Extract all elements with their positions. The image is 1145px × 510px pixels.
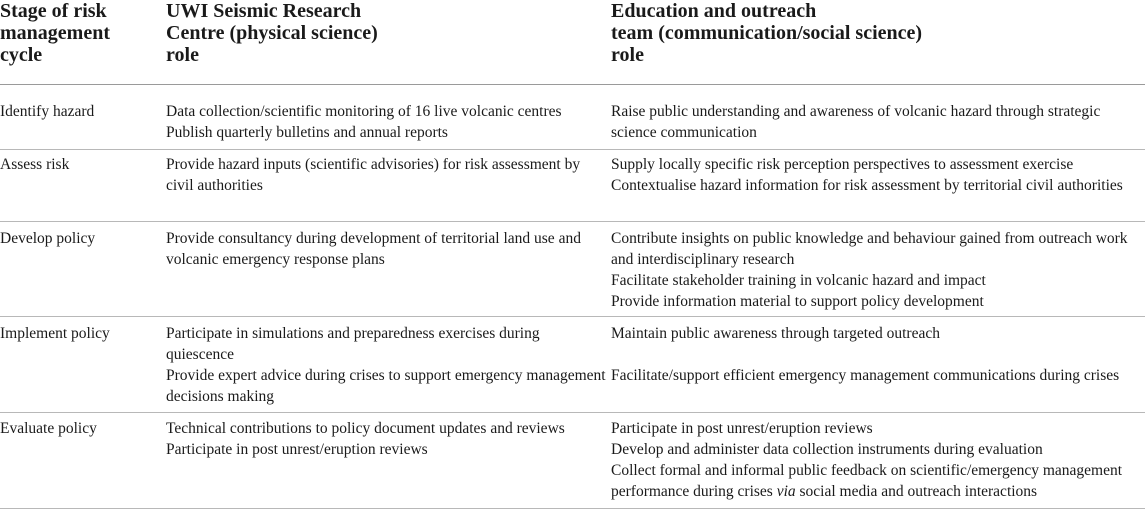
spacer	[611, 344, 1145, 365]
header-science-line: Centre (physical science)	[166, 22, 378, 44]
outreach-item: Raise public understanding and awareness of volcanic hazard through strategic science communication	[611, 103, 1101, 141]
outreach-item: Facilitate stakeholder training in volcanic hazard and impact	[611, 272, 986, 289]
table-header	[0, 0, 1145, 84]
outreach-item: Contextualise hazard information for risk assessment by territorial civil authorities	[611, 177, 1123, 194]
outreach-cell	[611, 154, 1145, 196]
bottom-rule	[0, 508, 1145, 509]
science-cell	[166, 323, 606, 407]
header-outreach-role	[611, 0, 1145, 66]
outreach-item: Develop and administer data collection instruments during evaluation	[611, 441, 1043, 458]
science-cell	[166, 154, 606, 196]
table-row-evaluate-policy	[0, 418, 1145, 508]
stage-cell: Assess risk	[0, 156, 70, 173]
header-stage-line: management	[0, 22, 110, 44]
outreach-item: Facilitate/support efficient emergency management communications during crises	[611, 367, 1120, 384]
outreach-cell	[611, 323, 1145, 386]
row-divider	[0, 412, 1145, 413]
outreach-item: Maintain public awareness through targeted outreach	[611, 325, 940, 342]
table-row-identify-hazard	[0, 101, 1145, 149]
science-item: Provide expert advice during crises to support emergency management decisions making	[166, 367, 606, 405]
outreach-cell	[611, 101, 1145, 143]
science-cell	[166, 101, 606, 143]
header-science-role	[166, 0, 606, 66]
science-item: Data collection/scientific monitoring of 16 live volcanic centres	[166, 103, 562, 120]
stage-cell: Develop policy	[0, 230, 96, 247]
science-item: Participate in post unrest/eruption reviews	[166, 441, 428, 458]
header-rule	[0, 84, 1145, 85]
table-row-assess-risk	[0, 154, 1145, 220]
row-divider	[0, 316, 1145, 317]
outreach-item-feedback	[611, 460, 1145, 502]
table-row-develop-policy	[0, 228, 1145, 314]
header-science-line: UWI Seismic Research	[166, 0, 362, 22]
header-outreach-line: role	[611, 44, 644, 66]
science-item: Provide consultancy during development of territorial land use and volcanic emergency response plans	[166, 230, 581, 268]
outreach-item: Provide information material to support policy development	[611, 293, 984, 310]
stage-cell: Identify hazard	[0, 103, 95, 120]
science-cell	[166, 228, 606, 270]
science-item: Participate in simulations and preparedness exercises during quiescence	[166, 325, 540, 363]
stage-cell: Evaluate policy	[0, 420, 97, 437]
outreach-item: Contribute insights on public knowledge and behaviour gained from outreach work and interdisciplinary research	[611, 230, 1128, 268]
feedback-italic: via	[776, 483, 796, 500]
stage-cell: Implement policy	[0, 325, 110, 342]
science-item: Technical contributions to policy document updates and reviews	[166, 420, 565, 437]
header-stage	[0, 0, 160, 66]
table-row-implement-policy	[0, 323, 1145, 413]
feedback-text: Collect formal and informal public feedback on scientific/emergency management performance during crises	[611, 462, 1123, 500]
header-outreach-line: team (communication/social science)	[611, 22, 923, 44]
outreach-item: Participate in post unrest/eruption reviews	[611, 420, 873, 437]
header-outreach-line: Education and outreach	[611, 0, 817, 22]
outreach-cell	[611, 228, 1145, 312]
science-cell	[166, 418, 606, 460]
outreach-cell	[611, 418, 1145, 502]
row-divider	[0, 149, 1145, 150]
science-item: Publish quarterly bulletins and annual reports	[166, 124, 448, 141]
feedback-text-end: social media and outreach interactions	[799, 483, 1038, 500]
header-science-line: role	[166, 44, 199, 66]
header-stage-line: Stage of risk	[0, 0, 107, 22]
row-divider	[0, 221, 1145, 222]
science-item: Provide hazard inputs (scientific advisories) for risk assessment by civil authorities	[166, 156, 581, 194]
outreach-item: Supply locally specific risk perception perspectives to assessment exercise	[611, 156, 1074, 173]
header-stage-line: cycle	[0, 44, 43, 66]
